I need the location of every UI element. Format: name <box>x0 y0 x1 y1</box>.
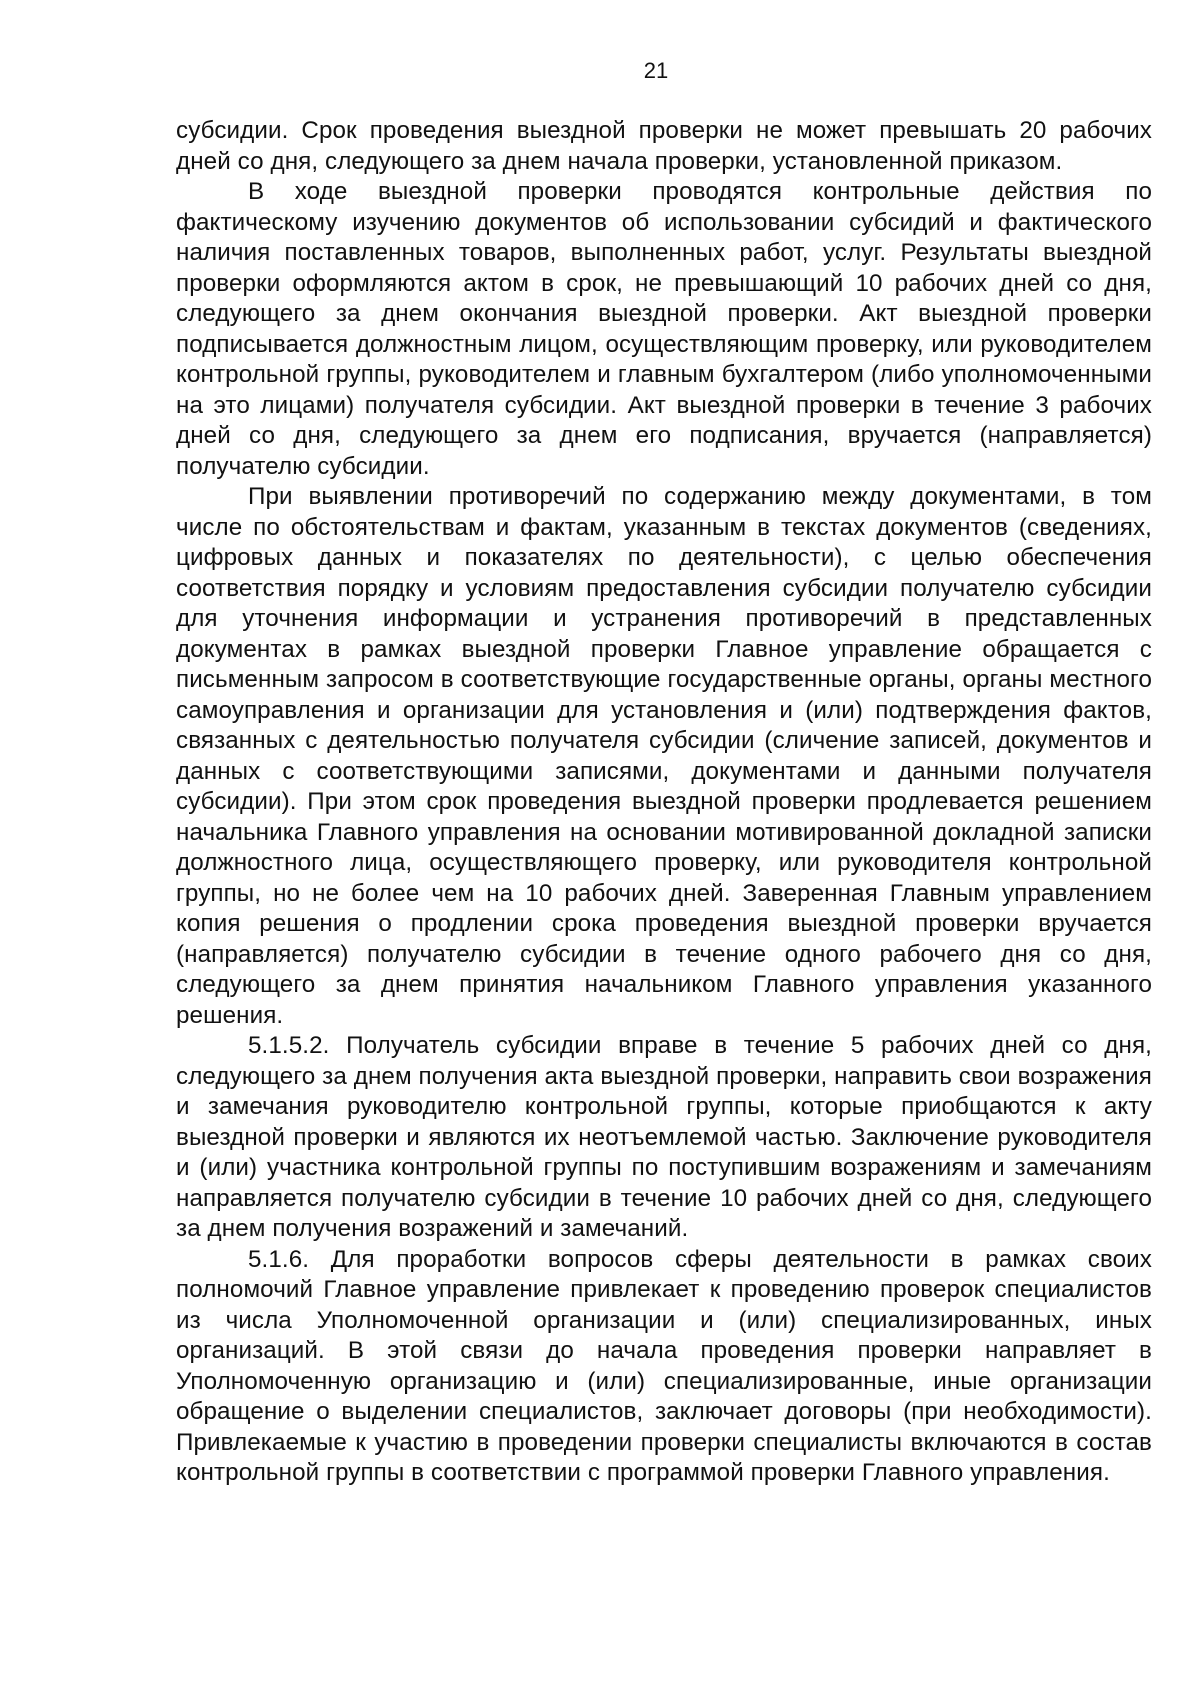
paragraph-continuation: субсидии. Срок проведения выездной проверки не может превышать 20 рабочих дней со дня, следующего за днем начала проверки, установленной приказом. <box>176 117 1152 175</box>
document-body <box>176 116 1152 1489</box>
paragraph-5-1-6: 5.1.6. Для проработки вопросов сферы деятельности в рамках своих полномочий Главное управление привлекает к проведению проверок специалистов из числа Уполномоченной организации и (или) специализированных, иных организаций. В этой связи до начала проведения проверки направляет в Уполномоченную организацию и (или) специализированные, иные организации обращение о выделении специалистов, заключает договоры (при необходимости). Привлекаемые к участию в проведении проверки специалисты включаются в состав контрольной группы в соответствии с программой проверки Главного управления. <box>176 1245 1152 1486</box>
page-number: 21 <box>643 58 669 83</box>
paragraph-field-check: В ходе выездной проверки проводятся контрольные действия по фактическому изучению документов об использовании субсидий и фактического наличия поставленных товаров, выполненных работ, услуг. Результаты выездной проверки оформляются актом в срок, не превышающий 10 рабочих дней со дня, следующего за днем окончания выездной проверки. Акт выездной проверки подписывается должностным лицом, осуществляющим проверку, или руководителем контрольной группы, руководителем и главным бухгалтером (либо уполномоченными на это лицами) получателя субсидии. Акт выездной проверки в течение 3 рабочих дней со дня, следующего за днем его подписания, вручается (направляется) получателю субсидии. <box>176 178 1152 480</box>
paragraph-contradictions: При выявлении противоречий по содержанию между документами, в том числе по обстоятельствам и фактам, указанным в текстах документов (сведениях, цифровых данных и показателях по деятельности), с целью обеспечения соответствия порядку и условиям предоставления субсидии получателю субсидии для уточнения информации и устранения противоречий в представленных документах в рамках выездной проверки Главное управление обращается с письменным запросом в соответствующие государственные органы, органы местного самоуправления и организации для установления и (или) подтверждения фактов, связанных с деятельностью получателя субсидии (сличение записей, документов и данных с соответствующими записями, документами и данными получателя субсидии). При этом срок проведения выездной проверки продлевается решением начальника Главного управления на основании мотивированной докладной записки должностного лица, осуществляющего проверку, или руководителя контрольной группы, но не более чем на 10 рабочих дней. Заверенная Главным управлением копия решения о продлении срока проведения выездной проверки вручается (направляется) получателю субсидии в течение одного рабочего дня со дня, следующего за днем принятия начальником Главного управления указанного решения. <box>176 483 1152 1029</box>
paragraph-5-1-5-2: 5.1.5.2. Получатель субсидии вправе в течение 5 рабочих дней со дня, следующего за днем получения акта выездной проверки, направить свои возражения и замечания руководителю контрольной группы, которые приобщаются к акту выездной проверки и являются их неотъемлемой частью. Заключение руководителя и (или) участника контрольной группы по поступившим возражениям и замечаниям направляется получателю субсидии в течение 10 рабочих дней со дня, следующего за днем получения возражений и замечаний. <box>176 1032 1152 1242</box>
